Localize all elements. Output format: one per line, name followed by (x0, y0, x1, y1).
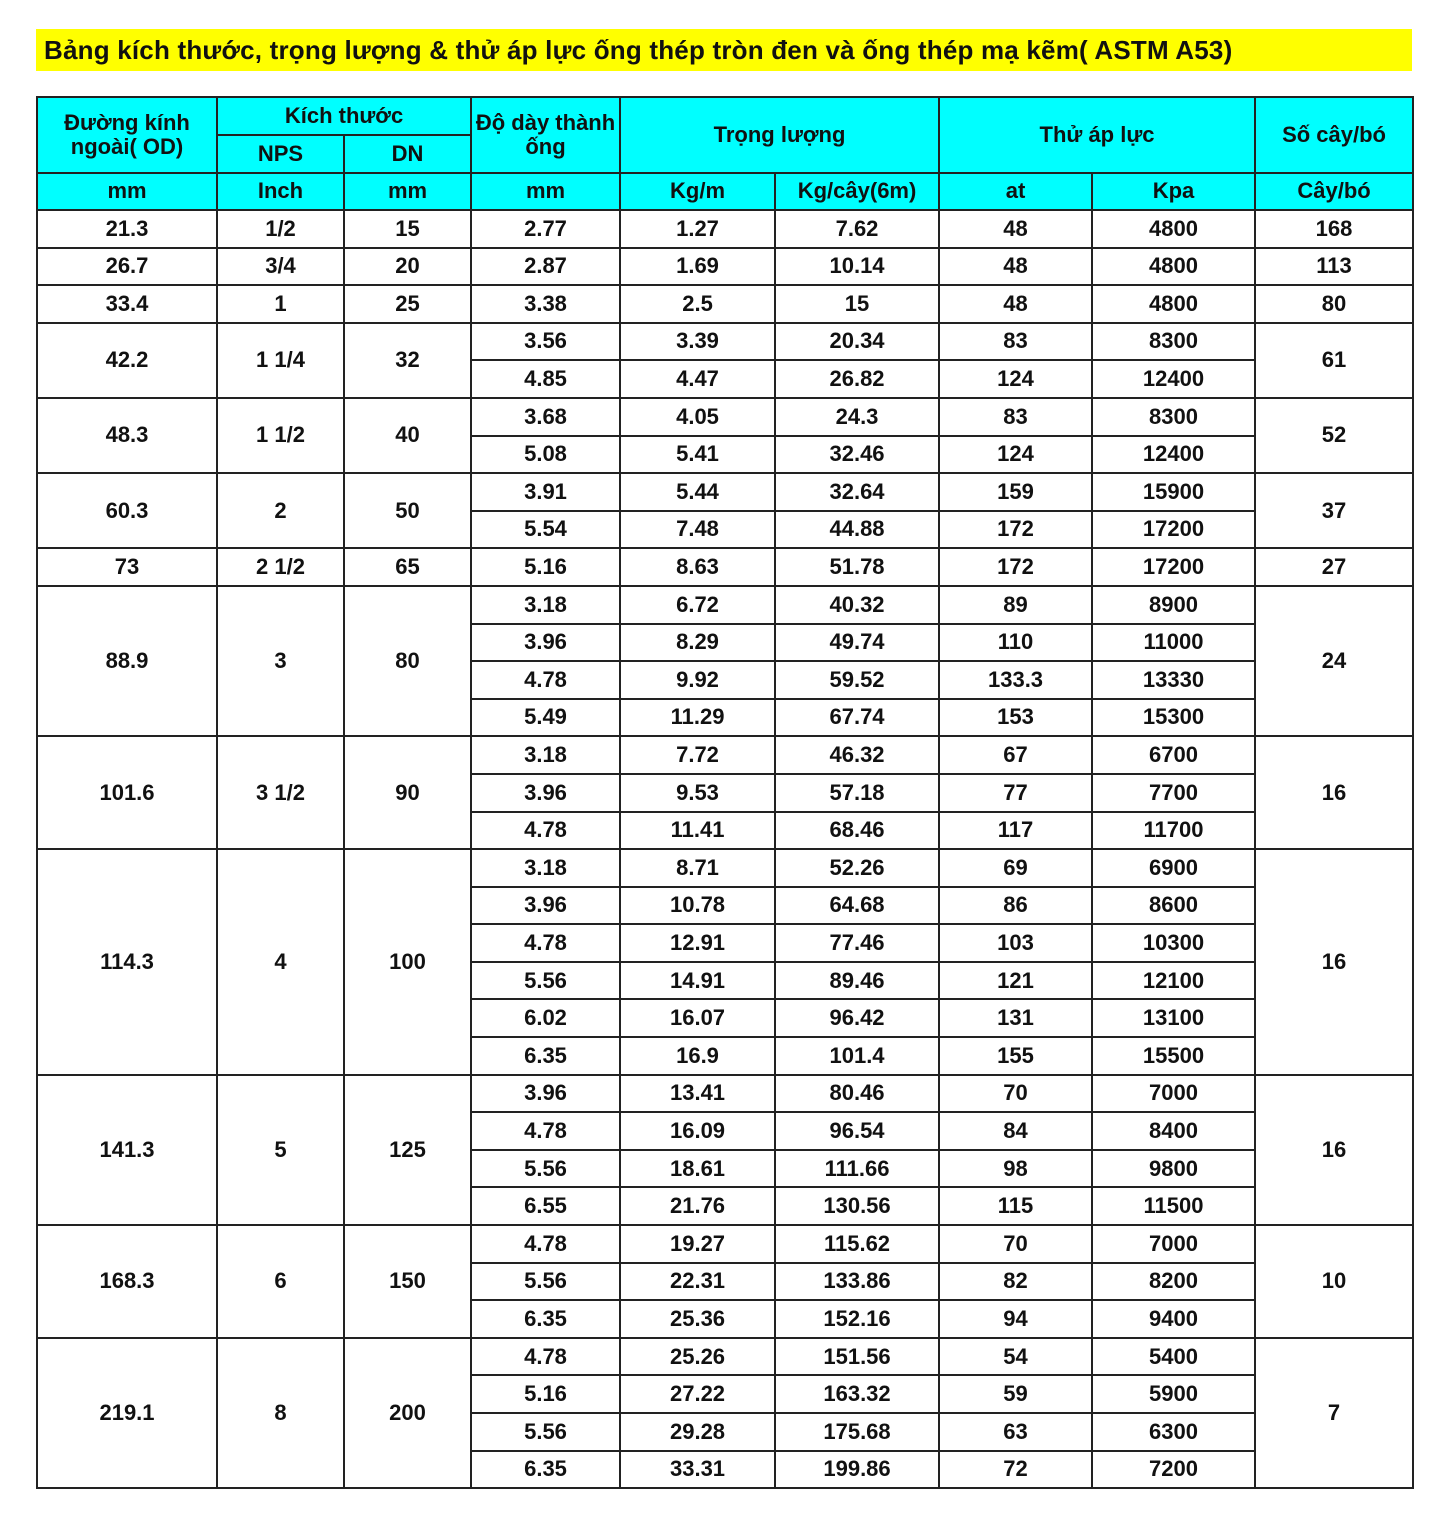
table-row (37, 1225, 1413, 1263)
cell-pressure-at: 63 (939, 1413, 1092, 1451)
cell-pressure-kpa: 17200 (1092, 548, 1255, 586)
cell-dn: 90 (344, 736, 471, 849)
cell-weight-per-meter: 7.72 (620, 736, 775, 774)
cell-weight-per-pipe: 199.86 (775, 1451, 939, 1489)
cell-pressure-at: 94 (939, 1300, 1092, 1338)
unit-weight-per-pipe: Kg/cây(6m) (775, 173, 939, 210)
cell-pressure-kpa: 15300 (1092, 699, 1255, 737)
cell-nps: 3/4 (217, 248, 344, 286)
unit-pressure-at: at (939, 173, 1092, 210)
cell-weight-per-meter: 25.36 (620, 1300, 775, 1338)
cell-pressure-at: 70 (939, 1225, 1092, 1263)
cell-pressure-kpa: 9800 (1092, 1150, 1255, 1188)
cell-pressure-kpa: 8300 (1092, 398, 1255, 436)
cell-pressure-at: 124 (939, 360, 1092, 398)
cell-dn: 100 (344, 849, 471, 1075)
cell-pressure-at: 131 (939, 999, 1092, 1037)
cell-bundle: 61 (1255, 323, 1413, 398)
cell-weight-per-pipe: 15 (775, 285, 939, 323)
cell-thickness: 4.78 (471, 1112, 620, 1150)
cell-thickness: 6.35 (471, 1451, 620, 1489)
table-body (37, 210, 1413, 1488)
cell-pressure-kpa: 8200 (1092, 1263, 1255, 1301)
cell-weight-per-meter: 3.39 (620, 323, 775, 361)
unit-pressure-kpa: Kpa (1092, 173, 1255, 210)
cell-pressure-kpa: 6700 (1092, 736, 1255, 774)
cell-dn: 20 (344, 248, 471, 286)
table-row (37, 1075, 1413, 1113)
cell-pressure-kpa: 11500 (1092, 1187, 1255, 1225)
cell-pressure-at: 48 (939, 285, 1092, 323)
cell-weight-per-pipe: 80.46 (775, 1075, 939, 1113)
cell-bundle: 16 (1255, 1075, 1413, 1225)
cell-pressure-kpa: 4800 (1092, 248, 1255, 286)
cell-pressure-at: 83 (939, 398, 1092, 436)
cell-weight-per-meter: 16.09 (620, 1112, 775, 1150)
cell-thickness: 3.96 (471, 774, 620, 812)
cell-weight-per-pipe: 152.16 (775, 1300, 939, 1338)
cell-pressure-at: 84 (939, 1112, 1092, 1150)
header-od: Đường kính ngoài( OD) (37, 97, 217, 173)
cell-thickness: 3.18 (471, 586, 620, 624)
cell-pressure-at: 133.3 (939, 661, 1092, 699)
cell-weight-per-pipe: 163.32 (775, 1375, 939, 1413)
cell-weight-per-pipe: 57.18 (775, 774, 939, 812)
cell-weight-per-pipe: 133.86 (775, 1263, 939, 1301)
cell-thickness: 5.49 (471, 699, 620, 737)
cell-pressure-at: 110 (939, 624, 1092, 662)
cell-weight-per-meter: 27.22 (620, 1375, 775, 1413)
cell-pressure-kpa: 7000 (1092, 1075, 1255, 1113)
cell-od: 42.2 (37, 323, 217, 398)
unit-dn: mm (344, 173, 471, 210)
cell-pressure-kpa: 7700 (1092, 774, 1255, 812)
cell-dn: 40 (344, 398, 471, 473)
cell-weight-per-meter: 16.9 (620, 1037, 775, 1075)
cell-weight-per-meter: 21.76 (620, 1187, 775, 1225)
cell-pressure-kpa: 4800 (1092, 285, 1255, 323)
cell-pressure-at: 77 (939, 774, 1092, 812)
cell-dn: 80 (344, 586, 471, 736)
cell-pressure-at: 72 (939, 1451, 1092, 1489)
cell-thickness: 2.77 (471, 210, 620, 248)
table-row (37, 548, 1413, 586)
cell-thickness: 3.38 (471, 285, 620, 323)
header-nps: NPS (217, 135, 344, 173)
header-dn: DN (344, 135, 471, 173)
table-row (37, 285, 1413, 323)
cell-weight-per-meter: 6.72 (620, 586, 775, 624)
cell-thickness: 5.54 (471, 511, 620, 549)
cell-thickness: 4.78 (471, 1338, 620, 1376)
cell-weight-per-pipe: 89.46 (775, 962, 939, 1000)
cell-pressure-at: 172 (939, 511, 1092, 549)
cell-weight-per-meter: 9.53 (620, 774, 775, 812)
cell-od: 101.6 (37, 736, 217, 849)
cell-thickness: 4.78 (471, 812, 620, 850)
header-weight: Trọng lượng (620, 97, 939, 173)
cell-pressure-at: 70 (939, 1075, 1092, 1113)
cell-pressure-at: 54 (939, 1338, 1092, 1376)
header-pressure: Thử áp lực (939, 97, 1255, 173)
cell-pressure-kpa: 6900 (1092, 849, 1255, 887)
cell-weight-per-meter: 18.61 (620, 1150, 775, 1188)
cell-pressure-kpa: 15500 (1092, 1037, 1255, 1075)
cell-pressure-kpa: 12100 (1092, 962, 1255, 1000)
cell-pressure-at: 115 (939, 1187, 1092, 1225)
cell-pressure-at: 159 (939, 473, 1092, 511)
cell-thickness: 4.78 (471, 661, 620, 699)
cell-pressure-kpa: 7200 (1092, 1451, 1255, 1489)
cell-pressure-kpa: 9400 (1092, 1300, 1255, 1338)
cell-weight-per-pipe: 115.62 (775, 1225, 939, 1263)
cell-weight-per-meter: 19.27 (620, 1225, 775, 1263)
page-title: Bảng kích thước, trọng lượng & thử áp lực ống thép tròn đen và ống thép mạ kẽm( ASTM A53) (36, 29, 1412, 71)
cell-pressure-at: 67 (939, 736, 1092, 774)
cell-bundle: 16 (1255, 736, 1413, 849)
cell-dn: 150 (344, 1225, 471, 1338)
cell-nps: 2 1/2 (217, 548, 344, 586)
cell-weight-per-meter: 8.63 (620, 548, 775, 586)
cell-thickness: 4.78 (471, 924, 620, 962)
cell-thickness: 3.68 (471, 398, 620, 436)
unit-od: mm (37, 173, 217, 210)
cell-pressure-at: 89 (939, 586, 1092, 624)
cell-pressure-kpa: 10300 (1092, 924, 1255, 962)
cell-dn: 15 (344, 210, 471, 248)
cell-weight-per-pipe: 151.56 (775, 1338, 939, 1376)
cell-bundle: 7 (1255, 1338, 1413, 1488)
cell-weight-per-pipe: 52.26 (775, 849, 939, 887)
cell-pressure-at: 124 (939, 436, 1092, 474)
cell-pressure-kpa: 17200 (1092, 511, 1255, 549)
cell-pressure-kpa: 5400 (1092, 1338, 1255, 1376)
cell-weight-per-pipe: 10.14 (775, 248, 939, 286)
cell-pressure-at: 82 (939, 1263, 1092, 1301)
pipe-spec-table (36, 96, 1414, 1489)
cell-weight-per-pipe: 24.3 (775, 398, 939, 436)
cell-thickness: 6.35 (471, 1037, 620, 1075)
cell-weight-per-meter: 9.92 (620, 661, 775, 699)
cell-nps: 2 (217, 473, 344, 548)
cell-bundle: 80 (1255, 285, 1413, 323)
cell-pressure-at: 98 (939, 1150, 1092, 1188)
unit-nps: Inch (217, 173, 344, 210)
table-row (37, 210, 1413, 248)
cell-thickness: 5.56 (471, 1150, 620, 1188)
cell-thickness: 6.35 (471, 1300, 620, 1338)
cell-weight-per-pipe: 67.74 (775, 699, 939, 737)
cell-pressure-at: 153 (939, 699, 1092, 737)
cell-thickness: 5.16 (471, 548, 620, 586)
cell-weight-per-meter: 16.07 (620, 999, 775, 1037)
cell-bundle: 24 (1255, 586, 1413, 736)
cell-nps: 1 (217, 285, 344, 323)
cell-weight-per-meter: 8.29 (620, 624, 775, 662)
cell-pressure-kpa: 6300 (1092, 1413, 1255, 1451)
table-row (37, 398, 1413, 436)
table-row (37, 586, 1413, 624)
cell-thickness: 5.08 (471, 436, 620, 474)
cell-thickness: 2.87 (471, 248, 620, 286)
cell-pressure-at: 172 (939, 548, 1092, 586)
cell-nps: 5 (217, 1075, 344, 1225)
cell-nps: 1/2 (217, 210, 344, 248)
header-size: Kích thước (217, 97, 471, 135)
cell-bundle: 113 (1255, 248, 1413, 286)
cell-weight-per-pipe: 32.64 (775, 473, 939, 511)
cell-pressure-kpa: 8400 (1092, 1112, 1255, 1150)
cell-weight-per-meter: 11.29 (620, 699, 775, 737)
table-row (37, 736, 1413, 774)
cell-od: 60.3 (37, 473, 217, 548)
unit-weight-per-meter: Kg/m (620, 173, 775, 210)
cell-weight-per-pipe: 49.74 (775, 624, 939, 662)
cell-pressure-kpa: 8300 (1092, 323, 1255, 361)
cell-weight-per-meter: 5.44 (620, 473, 775, 511)
cell-pressure-at: 121 (939, 962, 1092, 1000)
cell-weight-per-meter: 2.5 (620, 285, 775, 323)
cell-weight-per-pipe: 44.88 (775, 511, 939, 549)
cell-pressure-at: 117 (939, 812, 1092, 850)
cell-thickness: 4.85 (471, 360, 620, 398)
cell-pressure-at: 83 (939, 323, 1092, 361)
cell-pressure-at: 103 (939, 924, 1092, 962)
cell-weight-per-meter: 25.26 (620, 1338, 775, 1376)
cell-nps: 3 (217, 586, 344, 736)
cell-thickness: 6.55 (471, 1187, 620, 1225)
cell-weight-per-pipe: 46.32 (775, 736, 939, 774)
cell-weight-per-pipe: 96.42 (775, 999, 939, 1037)
cell-weight-per-meter: 7.48 (620, 511, 775, 549)
cell-pressure-kpa: 15900 (1092, 473, 1255, 511)
cell-weight-per-pipe: 20.34 (775, 323, 939, 361)
cell-weight-per-meter: 8.71 (620, 849, 775, 887)
cell-thickness: 3.96 (471, 887, 620, 925)
cell-od: 33.4 (37, 285, 217, 323)
cell-weight-per-meter: 5.41 (620, 436, 775, 474)
cell-pressure-at: 48 (939, 248, 1092, 286)
cell-weight-per-meter: 4.47 (620, 360, 775, 398)
cell-weight-per-pipe: 59.52 (775, 661, 939, 699)
table-row (37, 849, 1413, 887)
cell-od: 73 (37, 548, 217, 586)
cell-pressure-at: 59 (939, 1375, 1092, 1413)
cell-pressure-at: 48 (939, 210, 1092, 248)
cell-od: 141.3 (37, 1075, 217, 1225)
cell-od: 168.3 (37, 1225, 217, 1338)
unit-thickness: mm (471, 173, 620, 210)
cell-weight-per-pipe: 96.54 (775, 1112, 939, 1150)
cell-thickness: 3.91 (471, 473, 620, 511)
cell-pressure-kpa: 8600 (1092, 887, 1255, 925)
cell-nps: 1 1/4 (217, 323, 344, 398)
cell-weight-per-pipe: 7.62 (775, 210, 939, 248)
header-thickness: Độ dày thành ống (471, 97, 620, 173)
cell-thickness: 4.78 (471, 1225, 620, 1263)
cell-od: 21.3 (37, 210, 217, 248)
cell-thickness: 5.56 (471, 962, 620, 1000)
cell-pressure-kpa: 5900 (1092, 1375, 1255, 1413)
cell-pressure-kpa: 13330 (1092, 661, 1255, 699)
cell-thickness: 5.56 (471, 1413, 620, 1451)
cell-pressure-kpa: 7000 (1092, 1225, 1255, 1263)
cell-thickness: 5.56 (471, 1263, 620, 1301)
cell-bundle: 37 (1255, 473, 1413, 548)
cell-pressure-at: 69 (939, 849, 1092, 887)
cell-pressure-kpa: 11000 (1092, 624, 1255, 662)
cell-bundle: 168 (1255, 210, 1413, 248)
cell-od: 48.3 (37, 398, 217, 473)
cell-pressure-kpa: 8900 (1092, 586, 1255, 624)
cell-weight-per-pipe: 40.32 (775, 586, 939, 624)
cell-dn: 125 (344, 1075, 471, 1225)
unit-bundle: Cây/bó (1255, 173, 1413, 210)
cell-od: 88.9 (37, 586, 217, 736)
cell-weight-per-meter: 12.91 (620, 924, 775, 962)
cell-pressure-at: 155 (939, 1037, 1092, 1075)
cell-thickness: 3.18 (471, 849, 620, 887)
cell-nps: 3 1/2 (217, 736, 344, 849)
cell-weight-per-meter: 13.41 (620, 1075, 775, 1113)
cell-dn: 200 (344, 1338, 471, 1488)
cell-pressure-at: 86 (939, 887, 1092, 925)
cell-weight-per-pipe: 51.78 (775, 548, 939, 586)
cell-weight-per-meter: 1.27 (620, 210, 775, 248)
cell-weight-per-meter: 33.31 (620, 1451, 775, 1489)
cell-weight-per-pipe: 175.68 (775, 1413, 939, 1451)
cell-bundle: 27 (1255, 548, 1413, 586)
cell-nps: 8 (217, 1338, 344, 1488)
cell-thickness: 3.18 (471, 736, 620, 774)
cell-thickness: 3.96 (471, 624, 620, 662)
cell-weight-per-pipe: 32.46 (775, 436, 939, 474)
cell-od: 219.1 (37, 1338, 217, 1488)
cell-weight-per-meter: 29.28 (620, 1413, 775, 1451)
cell-thickness: 3.96 (471, 1075, 620, 1113)
cell-weight-per-pipe: 64.68 (775, 887, 939, 925)
cell-weight-per-pipe: 130.56 (775, 1187, 939, 1225)
cell-dn: 65 (344, 548, 471, 586)
cell-pressure-kpa: 12400 (1092, 436, 1255, 474)
cell-bundle: 16 (1255, 849, 1413, 1075)
cell-pressure-kpa: 13100 (1092, 999, 1255, 1037)
cell-weight-per-meter: 4.05 (620, 398, 775, 436)
cell-dn: 50 (344, 473, 471, 548)
cell-weight-per-meter: 11.41 (620, 812, 775, 850)
cell-bundle: 10 (1255, 1225, 1413, 1338)
cell-weight-per-meter: 10.78 (620, 887, 775, 925)
table-row (37, 1338, 1413, 1376)
cell-weight-per-pipe: 77.46 (775, 924, 939, 962)
cell-weight-per-pipe: 101.4 (775, 1037, 939, 1075)
cell-pressure-kpa: 12400 (1092, 360, 1255, 398)
cell-weight-per-pipe: 111.66 (775, 1150, 939, 1188)
table-row (37, 323, 1413, 361)
cell-weight-per-meter: 22.31 (620, 1263, 775, 1301)
cell-nps: 1 1/2 (217, 398, 344, 473)
table-row (37, 248, 1413, 286)
table-row (37, 473, 1413, 511)
header-bundle: Số cây/bó (1255, 97, 1413, 173)
cell-nps: 4 (217, 849, 344, 1075)
cell-thickness: 5.16 (471, 1375, 620, 1413)
cell-od: 114.3 (37, 849, 217, 1075)
cell-dn: 25 (344, 285, 471, 323)
cell-weight-per-meter: 1.69 (620, 248, 775, 286)
cell-od: 26.7 (37, 248, 217, 286)
cell-weight-per-pipe: 68.46 (775, 812, 939, 850)
cell-weight-per-meter: 14.91 (620, 962, 775, 1000)
cell-nps: 6 (217, 1225, 344, 1338)
cell-thickness: 3.56 (471, 323, 620, 361)
cell-pressure-kpa: 4800 (1092, 210, 1255, 248)
cell-pressure-kpa: 11700 (1092, 812, 1255, 850)
cell-weight-per-pipe: 26.82 (775, 360, 939, 398)
cell-dn: 32 (344, 323, 471, 398)
cell-bundle: 52 (1255, 398, 1413, 473)
cell-thickness: 6.02 (471, 999, 620, 1037)
